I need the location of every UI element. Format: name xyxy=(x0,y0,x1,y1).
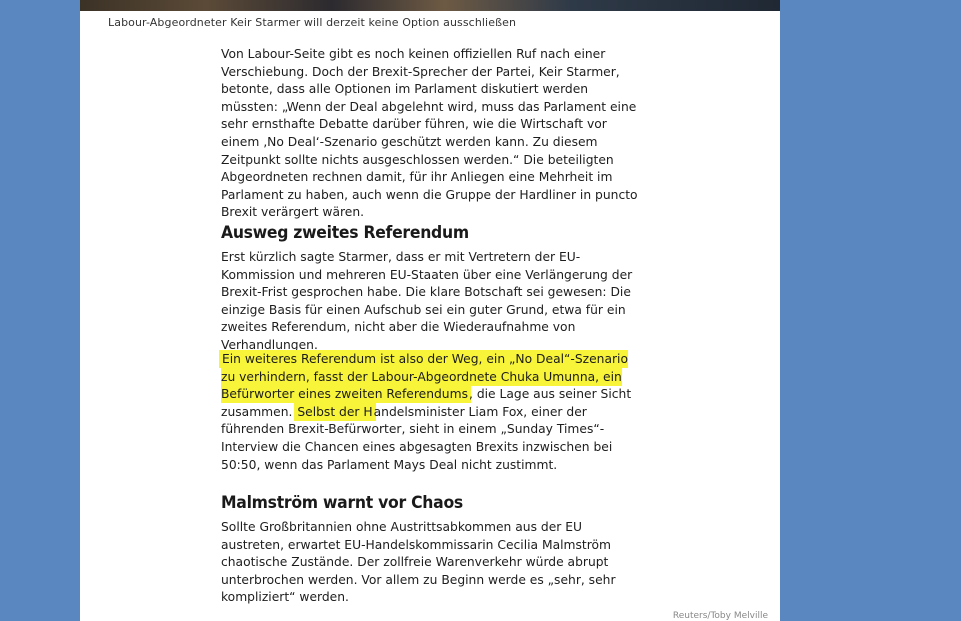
photo-credit: Reuters/Toby Melville xyxy=(672,611,768,621)
subheading-second-referendum: Ausweg zweites Referendum xyxy=(221,223,469,243)
highlighted-text: Ein weiteres Referendum ist also der Weg, ein „No Deal“-Szenario zu verhindern, fasst der Labour-Abgeordnete Chuka Umunna, ein Befürworter eines zweiten Referendums xyxy=(221,352,629,402)
subheading-malmstroem: Malmström warnt vor Chaos xyxy=(221,493,463,513)
paragraph-starmer-talks: Erst kürzlich sagte Starmer, dass er mit Vertretern der EU-Kommission und mehreren EU-Staaten über eine Verlängerung der Brexit-Frist gesprochen habe. Die klare Botschaft sei gewesen: Die einzige Basis für einen Aufschub sei ein guter Grund, etwa für ein zweites Referendum, nicht aber die Wiederaufnahme von Verhandlungen. xyxy=(221,250,633,352)
paragraph-text: , die Lage aus seiner Sicht zusammen. xyxy=(221,387,632,419)
article-page xyxy=(80,0,780,621)
paragraph-labour-position: Von Labour-Seite gibt es noch keinen offiziellen Ruf nach einer Verschiebung. Doch der Brexit-Sprecher der Partei, Keir Starmer, betonte, dass alle Optionen im Parlament diskutiert werden müssten: „Wenn der Deal abgelehnt wird, muss das Parlament eine sehr ernsthafte Debatte darüber führen, wie die Wirtschaft vor einem ‚No Deal‘-Szenario geschützt werden kann. Zu diesem Zeitpunkt sollte nichts ausgeschlossen werden.“ Die beteiligten Abgeordneten rechnen damit, für ihr Anliegen eine Mehrheit im Parlament zu haben, auch wenn die Gruppe der Hardliner in puncto Brexit verärgert wären. xyxy=(221,47,638,220)
highlighted-text: Selbst der H xyxy=(297,404,373,419)
paragraph-umunna-quote xyxy=(221,351,641,474)
photo-bottom-edge xyxy=(80,0,780,11)
paragraph-malmstroem-warning: Sollte Großbritannien ohne Austrittsabkommen aus der EU austreten, erwartet EU-Handelskommissarin Cecilia Malmström chaotische Zustände. Der zollfreie Warenverkehr würde abrupt unterbrochen werden. Vor allem zu Beginn werde es „sehr, sehr kompliziert“ werden. xyxy=(221,520,616,605)
paragraph-text: andelsminister Liam Fox, einer der führenden Brexit-Befürworter, sieht in einem „Sunday Times“-Interview die Chancen eines abgesagten Brexits inzwischen bei 50:50, wenn das Parlament Mays Deal nicht zustimmt. xyxy=(221,404,613,472)
photo-caption: Labour-Abgeordneter Keir Starmer will derzeit keine Option ausschließen xyxy=(108,16,517,29)
